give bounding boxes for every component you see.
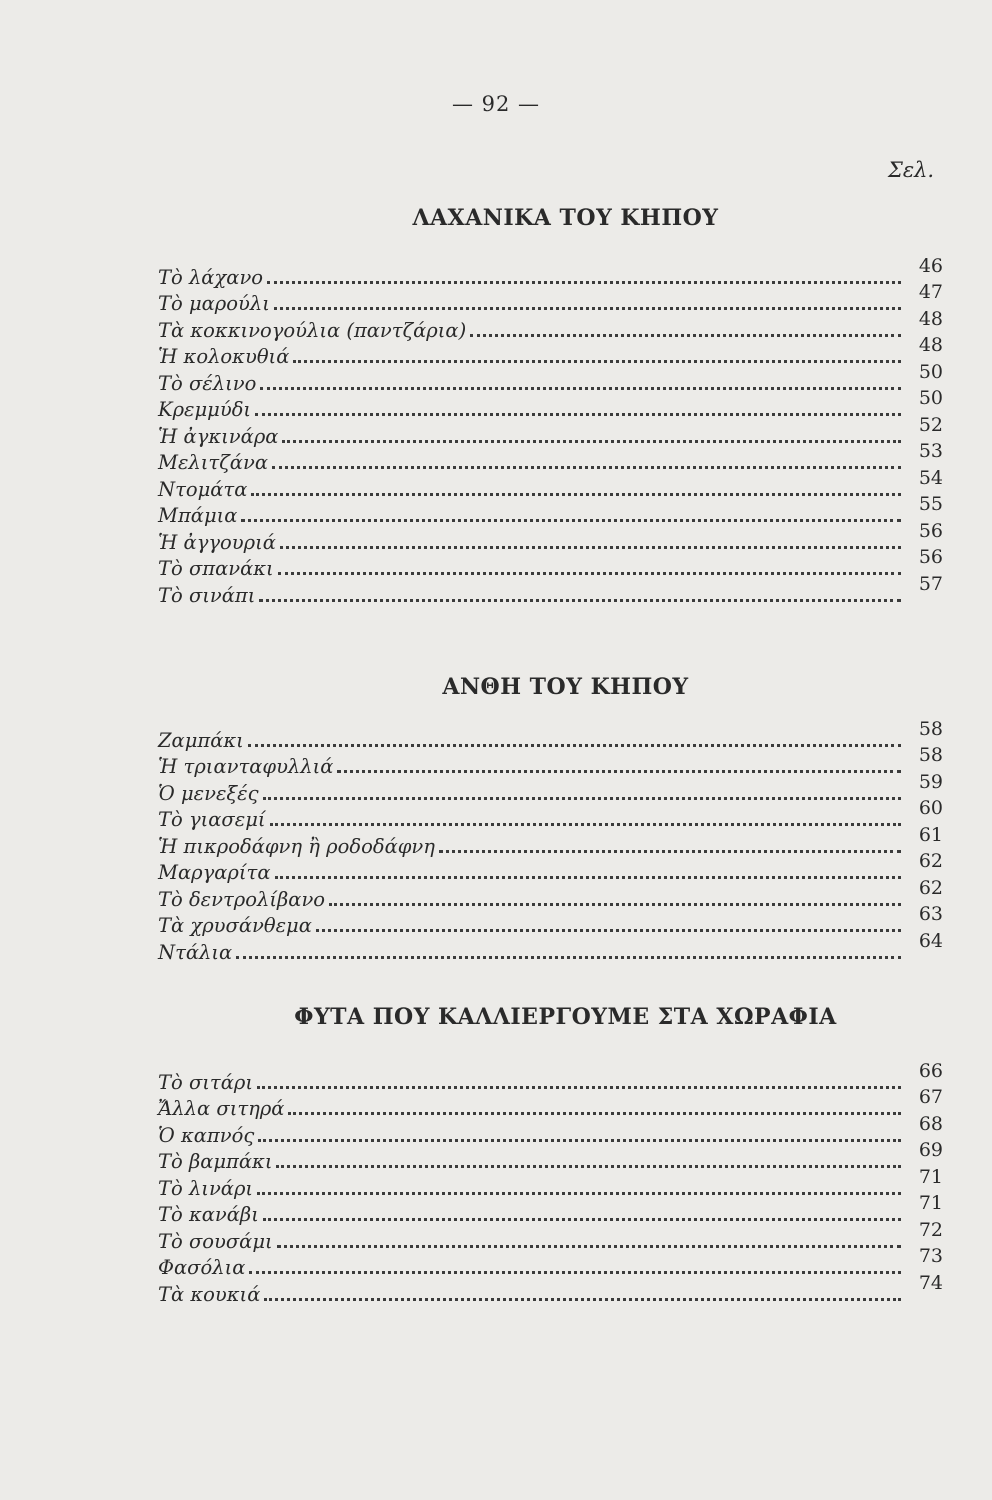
toc-entry-page: 58 bbox=[918, 744, 943, 766]
toc-entry-page: 57 bbox=[918, 572, 943, 595]
toc-entry-page: 50 bbox=[918, 387, 943, 409]
toc-entry-page: 63 bbox=[918, 903, 943, 925]
toc-entry-label: Ἡ πικροδάφνη ἢ ροδοδάφνη bbox=[158, 834, 435, 858]
dot-leader bbox=[329, 902, 901, 906]
toc-entry-page: 53 bbox=[918, 440, 943, 462]
toc-entry-page: 50 bbox=[918, 360, 943, 383]
dot-leader bbox=[248, 743, 901, 747]
toc-entry-page: 47 bbox=[918, 281, 943, 303]
toc-entry-page: 62 bbox=[918, 876, 943, 899]
toc-entry bbox=[158, 876, 943, 913]
toc-entry bbox=[158, 360, 943, 397]
toc-entry bbox=[158, 823, 943, 860]
toc-entry-page: 48 bbox=[918, 307, 943, 330]
toc-entry bbox=[158, 440, 943, 477]
toc-entry-page: 68 bbox=[918, 1112, 943, 1135]
toc-entry bbox=[158, 1165, 943, 1202]
dot-leader bbox=[264, 1297, 901, 1301]
toc-entry-label: Ἡ κολοκυθιά bbox=[158, 345, 290, 368]
dot-leader bbox=[276, 1164, 901, 1168]
toc-entry-page: 71 bbox=[918, 1192, 943, 1214]
toc-entry-page: 69 bbox=[918, 1139, 943, 1161]
section-field-crops bbox=[158, 1000, 943, 1308]
toc-entry bbox=[158, 903, 943, 940]
dot-leader bbox=[260, 386, 901, 390]
toc-entry bbox=[158, 850, 943, 887]
dot-leader bbox=[293, 359, 901, 363]
toc-entry-label: Τὸ γιασεμί bbox=[158, 808, 266, 831]
section-garden-flowers bbox=[158, 670, 943, 966]
toc-entry bbox=[158, 797, 943, 834]
toc-entry-label: Ντομάτα bbox=[158, 477, 248, 501]
toc-entry bbox=[158, 387, 943, 424]
toc-entry bbox=[158, 519, 943, 556]
toc-entry-list bbox=[158, 717, 943, 966]
toc-entry-page: 54 bbox=[918, 466, 943, 489]
toc-entry-label: Τὸ κανάβι bbox=[158, 1203, 259, 1226]
toc-entry-label: Τὸ βαμπάκι bbox=[158, 1150, 273, 1173]
toc-entry-page: 61 bbox=[918, 823, 943, 846]
toc-entry bbox=[158, 1245, 943, 1282]
page-column-label: Σελ. bbox=[888, 158, 935, 182]
dot-leader bbox=[288, 1111, 901, 1115]
toc-entry-label: Τὸ λάχανο bbox=[158, 265, 264, 289]
toc-entry bbox=[158, 1059, 943, 1096]
dot-leader bbox=[470, 333, 901, 337]
toc-entry-page: 74 bbox=[918, 1271, 943, 1294]
toc-entry-label: Ὁ μενεξές bbox=[158, 781, 259, 805]
toc-entry-label: Μελιτζάνα bbox=[158, 451, 268, 474]
toc-entry-page: 56 bbox=[918, 546, 943, 568]
dot-leader bbox=[255, 412, 901, 416]
toc-entry-label: Τὰ κουκιά bbox=[158, 1282, 261, 1306]
dot-leader bbox=[263, 796, 901, 800]
toc-entry-page: 60 bbox=[918, 797, 943, 819]
section-title: ΑΝΘΗ ΤΟΥ ΚΗΠΟΥ bbox=[442, 674, 689, 700]
toc-entry bbox=[158, 770, 943, 807]
page-number: — 92 — bbox=[451, 92, 541, 116]
toc-entry bbox=[158, 1271, 943, 1308]
toc-entry-page: 73 bbox=[918, 1245, 943, 1267]
toc-entry-page: 58 bbox=[918, 717, 943, 740]
toc-entry-label: Τὸ σέλινο bbox=[158, 371, 257, 395]
toc-entry-label: Τὸ σπανάκι bbox=[158, 557, 274, 580]
dot-leader bbox=[277, 1244, 901, 1248]
toc-entry-page: 56 bbox=[918, 519, 943, 542]
dot-leader bbox=[439, 849, 901, 853]
toc-entry bbox=[158, 1218, 943, 1255]
toc-entry-label: Τὸ σινάπι bbox=[158, 583, 256, 607]
toc-entry-page: 46 bbox=[918, 254, 943, 277]
dot-leader bbox=[280, 545, 901, 549]
toc-entry bbox=[158, 744, 943, 781]
toc-entry-label: Ὁ καπνός bbox=[158, 1123, 255, 1147]
dot-leader bbox=[249, 1270, 901, 1274]
toc-entry bbox=[158, 1112, 943, 1149]
toc-entry-label: Κρεμμύδι bbox=[158, 398, 252, 421]
toc-entry-label: Τὸ σουσάμι bbox=[158, 1229, 273, 1253]
dot-leader bbox=[337, 769, 901, 773]
toc-entry-label: Ντάλια bbox=[158, 940, 233, 964]
toc-entry-list bbox=[158, 1059, 943, 1308]
toc-entry-page: 59 bbox=[918, 770, 943, 793]
dot-leader bbox=[272, 465, 901, 469]
toc-entry bbox=[158, 307, 943, 344]
toc-entry-label: Φασόλια bbox=[158, 1256, 246, 1279]
toc-entry-page: 55 bbox=[918, 493, 943, 515]
toc-entry bbox=[158, 572, 943, 609]
toc-entry bbox=[158, 1086, 943, 1123]
dot-leader bbox=[257, 1085, 901, 1089]
dot-leader bbox=[258, 1138, 901, 1142]
dot-leader bbox=[263, 1217, 901, 1221]
dot-leader bbox=[257, 1191, 901, 1195]
dot-leader bbox=[259, 598, 901, 602]
toc-entry-label: Ἡ ἀγγουριά bbox=[158, 530, 276, 554]
toc-entry-page: 52 bbox=[918, 413, 943, 436]
toc-entry-page: 64 bbox=[918, 929, 943, 952]
toc-entry-label: Τὸ σιτάρι bbox=[158, 1070, 253, 1094]
dot-leader bbox=[270, 822, 901, 826]
toc-entry bbox=[158, 717, 943, 754]
toc-entry bbox=[158, 254, 943, 291]
toc-entry-label: Τὰ κοκκινογούλια (παντζάρια) bbox=[158, 318, 467, 342]
dot-leader bbox=[267, 280, 901, 284]
toc-entry-label: Ἡ τριανταφυλλιά bbox=[158, 755, 334, 778]
section-garden-vegetables bbox=[158, 201, 943, 609]
toc-entry-label: Τὸ μαρούλι bbox=[158, 292, 270, 315]
toc-entry-page: 67 bbox=[918, 1086, 943, 1108]
dot-leader bbox=[278, 571, 901, 575]
toc-entry-label: Ζαμπάκι bbox=[158, 728, 244, 752]
dot-leader bbox=[274, 306, 901, 310]
toc-entry bbox=[158, 1192, 943, 1229]
toc-entry-label: Ἄλλα σιτηρά bbox=[158, 1097, 285, 1120]
toc-entry-label: Τὸ λινάρι bbox=[158, 1176, 254, 1200]
dot-leader bbox=[236, 955, 901, 959]
dot-leader bbox=[275, 875, 902, 879]
toc-entry-label: Ἡ ἀγκινάρα bbox=[158, 424, 279, 448]
toc-entry bbox=[158, 929, 943, 966]
toc-entry-label: Τὰ χρυσάνθεμα bbox=[158, 914, 312, 937]
dot-leader bbox=[316, 928, 901, 932]
section-title: ΦΥΤΑ ΠΟΥ ΚΑΛΛΙΕΡΓΟΥΜΕ ΣΤΑ ΧΩΡΑΦΙΑ bbox=[294, 1004, 837, 1030]
toc-entry-label: Μπάμια bbox=[158, 504, 238, 527]
toc-entry bbox=[158, 413, 943, 450]
dot-leader bbox=[241, 518, 901, 522]
dot-leader bbox=[251, 492, 901, 496]
section-title: ΛΑΧΑΝΙΚΑ ΤΟΥ ΚΗΠΟΥ bbox=[412, 205, 719, 231]
toc-entry-page: 62 bbox=[918, 850, 943, 872]
toc-entry-label: Τὸ δεντρολίβανο bbox=[158, 887, 326, 911]
toc-entry-page: 72 bbox=[918, 1218, 943, 1241]
toc-entry bbox=[158, 493, 943, 530]
toc-entry bbox=[158, 1139, 943, 1176]
toc-entry bbox=[158, 546, 943, 583]
toc-entry-page: 48 bbox=[918, 334, 943, 356]
toc-entry-page: 66 bbox=[918, 1059, 943, 1082]
toc-entry-page: 71 bbox=[918, 1165, 943, 1188]
toc-entry-list bbox=[158, 254, 943, 609]
toc-entry-label: Μαργαρίτα bbox=[158, 861, 271, 884]
toc-entry bbox=[158, 334, 943, 371]
toc-entry bbox=[158, 281, 943, 318]
dot-leader bbox=[282, 439, 901, 443]
toc-entry bbox=[158, 466, 943, 503]
